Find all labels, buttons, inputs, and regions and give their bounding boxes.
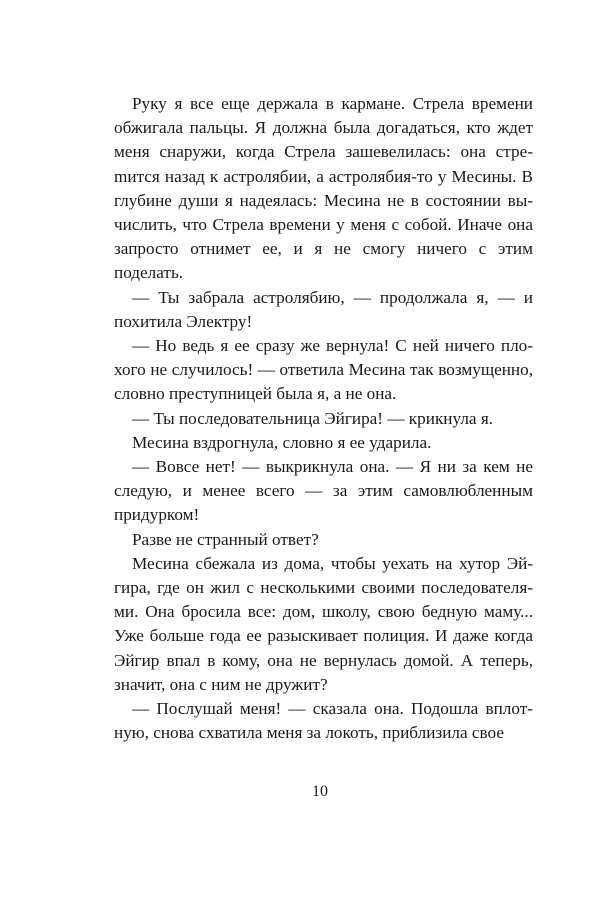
- paragraph-4: — Ты последовательница Эйгира! — крикнула я.: [132, 408, 494, 428]
- paragraph-7: Разве не странный ответ?: [132, 529, 319, 549]
- body-text: [114, 92, 533, 745]
- paragraph-5: Месина вздрогнула, словно я ее ударила.: [132, 432, 432, 452]
- paragraph-2: — Ты забрала астролябию, — продолжала я, — и похитила Электру!: [114, 287, 533, 331]
- paragraph-9: — Послушай меня! — сказала она. Подошла вплотную, снова схватила меня за локоть, приблизила свое: [114, 699, 533, 743]
- paragraph-8: Месина сбежала из дома, чтобы уехать на хутор Эйгира, где он жил с несколькими своими последователями. Она бросила все: дом, школу, свою бедную маму... Уже больше года ее разыскивает полиция. И даже когда Эйгир впал в кому, она не вернулась домой. А теперь, значит, она с ним не дружит?: [114, 553, 533, 694]
- paragraph-6: — Вовсе нет! — выкрикнула она. — Я ни за кем не следую, и менее всего — за этим самовлюбленным придурком!: [114, 457, 533, 525]
- paragraph-3: — Но ведь я ее сразу же вернула! С ней ничего плохого не случилось! — ответила Месина так возмущенно, словно преступницей была я, а не она.: [114, 336, 533, 404]
- page-number: 10: [312, 783, 328, 800]
- paragraph-1: Руку я все еще держала в кармане. Стрела времени обжигала пальцы. Я должна была догадаться, кто ждет меня снаружи, когда Стрела зашевелилась: она стреmится назад к астролябии, а астролябия-то у Месины. В глубине души я надеялась: Месина не в состоянии вычислить, что Стрела времени у меня с собой. Иначе она запросто отнимет ее, и я не смогу ничего с этим поделать.: [114, 94, 533, 283]
